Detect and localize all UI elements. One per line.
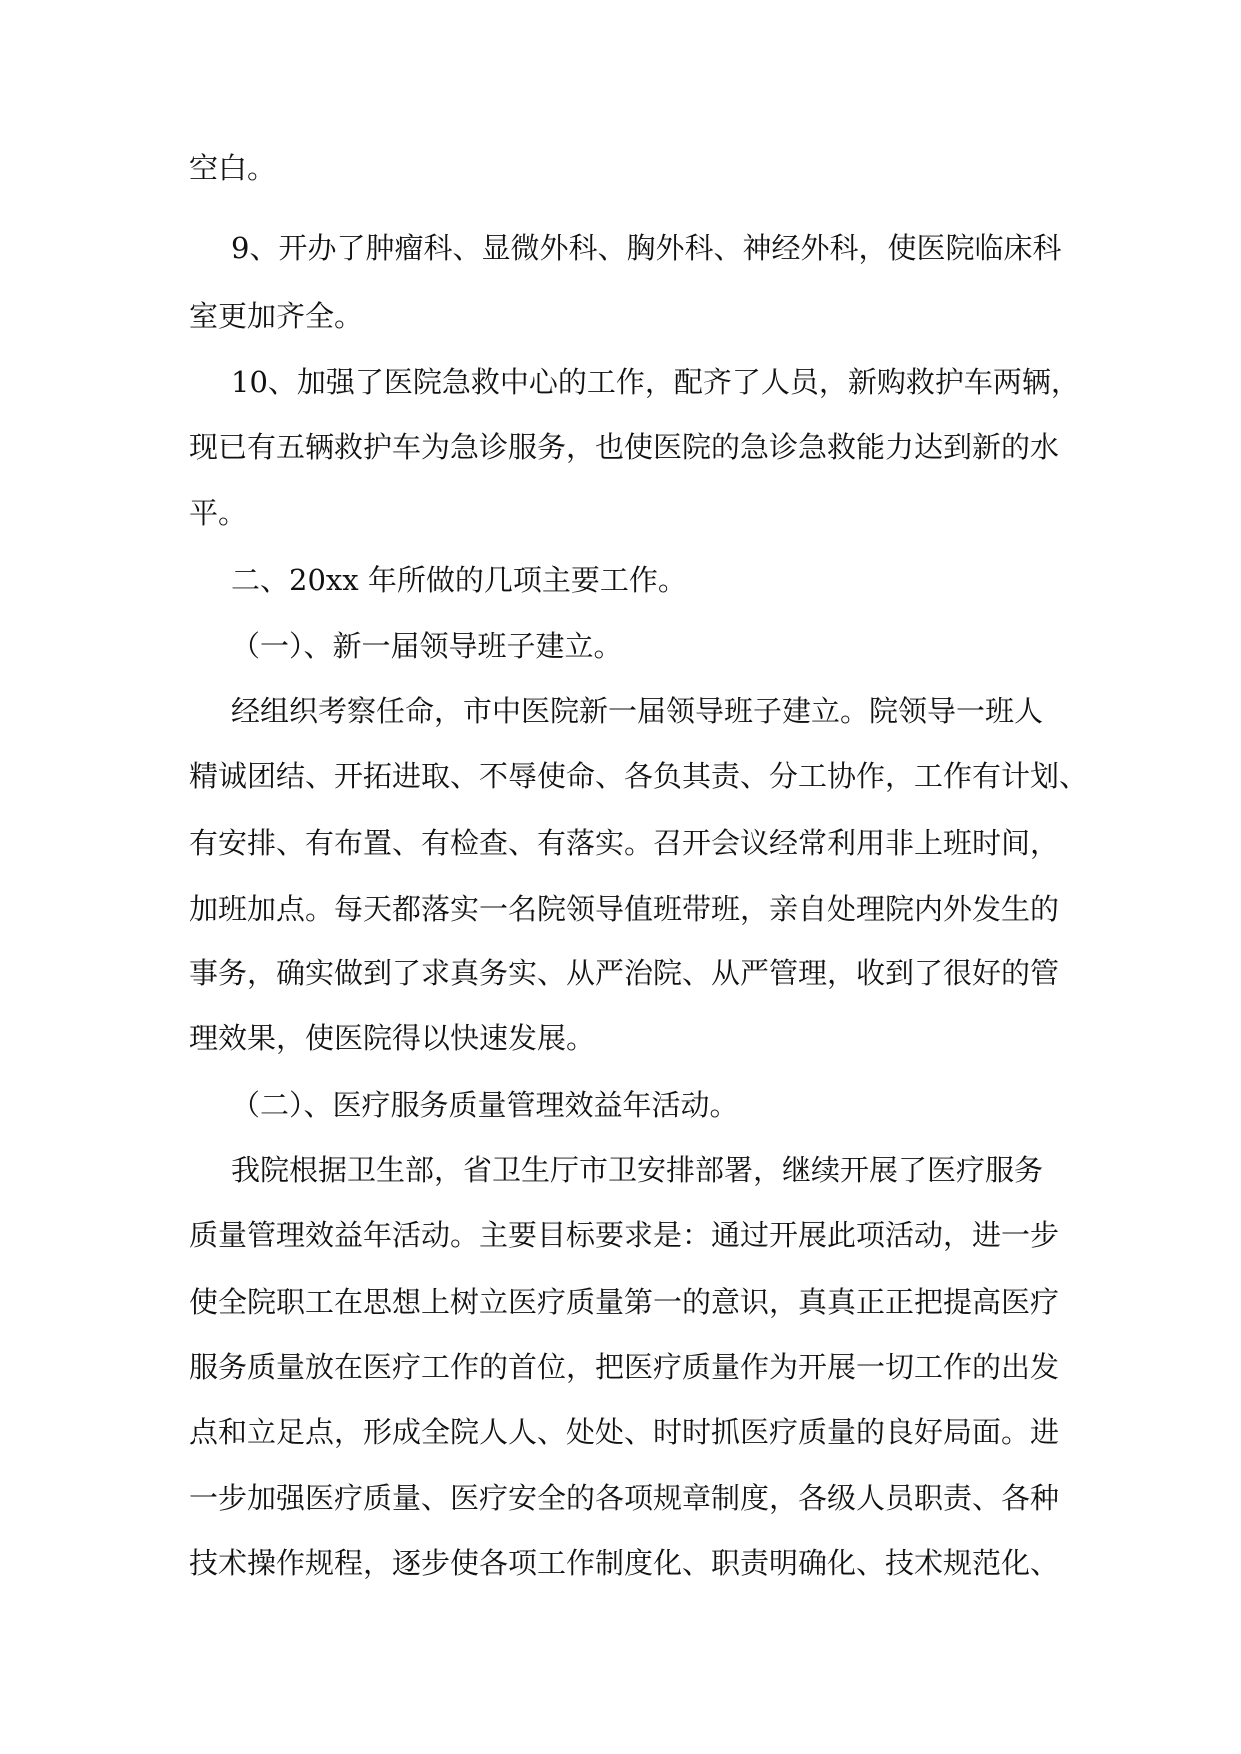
text-line: 事务，确实做到了求真务实、从严治院、从严管理，收到了很好的管	[189, 956, 1060, 990]
text-line: 9、开办了肿瘤科、显微外科、胸外科、神经外科，使医院临床科	[231, 231, 1062, 265]
text-line: 质量管理效益年活动。主要目标要求是：通过开展此项活动，进一步	[189, 1218, 1060, 1252]
text-line: 点和立足点，形成全院人人、处处、时时抓医疗质量的良好局面。进	[189, 1415, 1060, 1449]
subsection-heading: （一）、新一届领导班子建立。	[231, 629, 623, 663]
text-line: 有安排、有布置、有检查、有落实。召开会议经常利用非上班时间，	[189, 826, 1060, 860]
text-line: 平。	[189, 496, 248, 530]
text-line: 技术操作规程，逐步使各项工作制度化、职责明确化、技术规范化、	[189, 1546, 1060, 1580]
text-line: 服务质量放在医疗工作的首位，把医疗质量作为开展一切工作的出发	[189, 1350, 1060, 1384]
text-line: 使全院职工在思想上树立医疗质量第一的意识，真真正正把提高医疗	[189, 1285, 1060, 1319]
text-line: 一步加强医疗质量、医疗安全的各项规章制度，各级人员职责、各种	[189, 1481, 1060, 1515]
text-line: 现已有五辆救护车为急诊服务，也使医院的急诊急救能力达到新的水	[189, 430, 1060, 464]
text-line: 10、加强了医院急救中心的工作，配齐了人员，新购救护车两辆，	[231, 365, 1080, 399]
section-heading: 二、20xx 年所做的几项主要工作。	[231, 563, 687, 597]
text-line: 精诚团结、开拓进取、不辱使命、各负其责、分工协作，工作有计划、	[189, 759, 1089, 793]
subsection-heading: （二）、医疗服务质量管理效益年活动。	[231, 1088, 739, 1122]
text-line: 空白。	[189, 151, 277, 185]
text-line: 我院根据卫生部，省卫生厅市卫安排部署，继续开展了医疗服务	[231, 1153, 1044, 1187]
text-line: 室更加齐全。	[189, 299, 364, 333]
text-line: 经组织考察任命，市中医院新一届领导班子建立。院领导一班人	[231, 694, 1044, 728]
text-line: 理效果，使医院得以快速发展。	[189, 1021, 596, 1055]
text-line: 加班加点。每天都落实一名院领导值班带班，亲自处理院内外发生的	[189, 892, 1060, 926]
